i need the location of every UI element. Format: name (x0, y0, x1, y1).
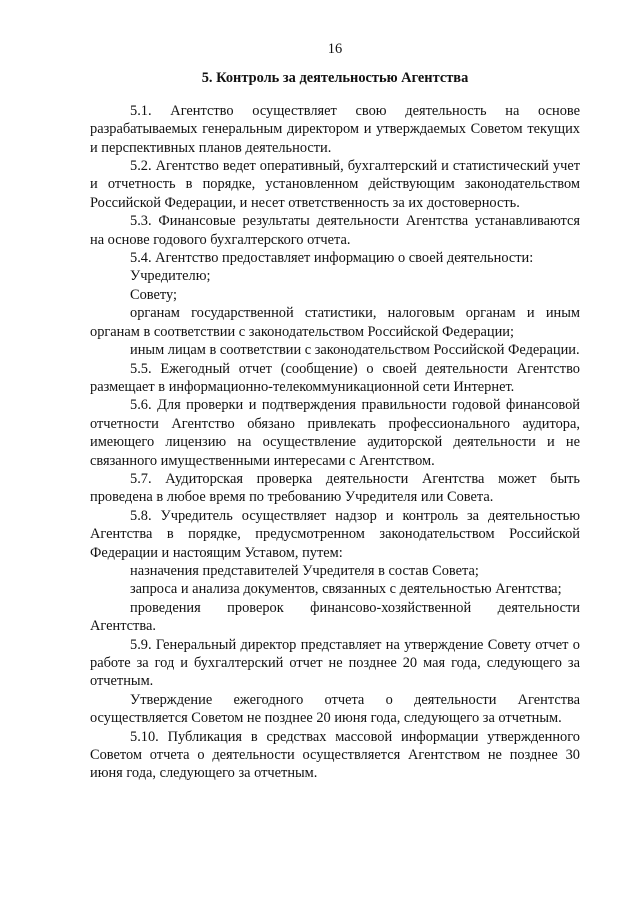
page-number: 16 (327, 41, 343, 57)
paragraph-5-1: 5.1. Агентство осуществляет свою деятельность на основе разрабатываемых генеральным директором и утверждаемых Советом текущих и перспективных планов деятельности. (90, 102, 580, 156)
list-item-founder: Учредителю; (130, 268, 211, 285)
paragraph-5-6: 5.6. Для проверки и подтверждения правильности годовой финансовой отчетности Агентство обязано привлекать профессионального аудитора, имеющего лицензию на осуществление аудиторской деятельности и не связанного имущественными интересами с Агентством. (90, 397, 580, 469)
paragraph-5-7: 5.7. Аудиторская проверка деятельности Агентства может быть проведена в любое время по требованию Учредителя или Совета. (90, 470, 580, 506)
paragraph-5-9: 5.9. Генеральный директор представляет на утверждение Совету отчет о работе за год и бухгалтерский отчет не позднее 20 мая года, следующего за отчетным. (90, 636, 580, 690)
paragraph-5-9-approval: Утверждение ежегодного отчета о деятельности Агентства осуществляется Советом не позднее 20 июня года, следующего за отчетным. (90, 691, 580, 727)
paragraph-5-5: 5.5. Ежегодный отчет (сообщение) о своей деятельности Агентство размещает в информационно-телекоммуникационной сети Интернет. (90, 360, 580, 395)
document-page (90, 40, 580, 783)
list-item-appointment: назначения представителей Учредителя в состав Совета; (130, 562, 479, 579)
list-item-request: запроса и анализа документов, связанных с деятельностью Агентства; (130, 581, 562, 598)
list-item-other-persons: иным лицам в соответствии с законодательством Российской Федерации. (130, 342, 580, 359)
section-title: 5. Контроль за деятельностью Агентства (201, 70, 469, 87)
paragraph-5-3: 5.3. Финансовые результаты деятельности Агентства устанавливаются на основе годового бухгалтерского отчета. (90, 213, 580, 248)
paragraph-5-4: 5.4. Агентство предоставляет информацию о своей деятельности: (130, 250, 534, 267)
paragraph-5-2: 5.2. Агентство ведет оперативный, бухгалтерский и статистический учет и отчетность в порядке, установленном действующим законодательством Российской Федерации, и несет ответственность за их достоверность. (90, 158, 580, 211)
list-item-inspections: проведения проверок финансово-хозяйственной деятельности Агентства. (90, 599, 580, 635)
list-item-council: Совету; (130, 286, 177, 303)
list-item-state-bodies: органам государственной статистики, налоговым органам и иным органам в соответствии с законодательством Российской Федерации; (90, 305, 580, 340)
paragraph-5-8: 5.8. Учредитель осуществляет надзор и контроль за деятельностью Агентства в порядке, предусмотренном законодательством Российской Федерации и настоящим Уставом, путем: (90, 507, 580, 561)
paragraph-5-10: 5.10. Публикация в средствах массовой информации утвержденного Советом отчета о деятельности осуществляется Агентством не позднее 30 июня года, следующего за отчетным. (90, 728, 580, 782)
